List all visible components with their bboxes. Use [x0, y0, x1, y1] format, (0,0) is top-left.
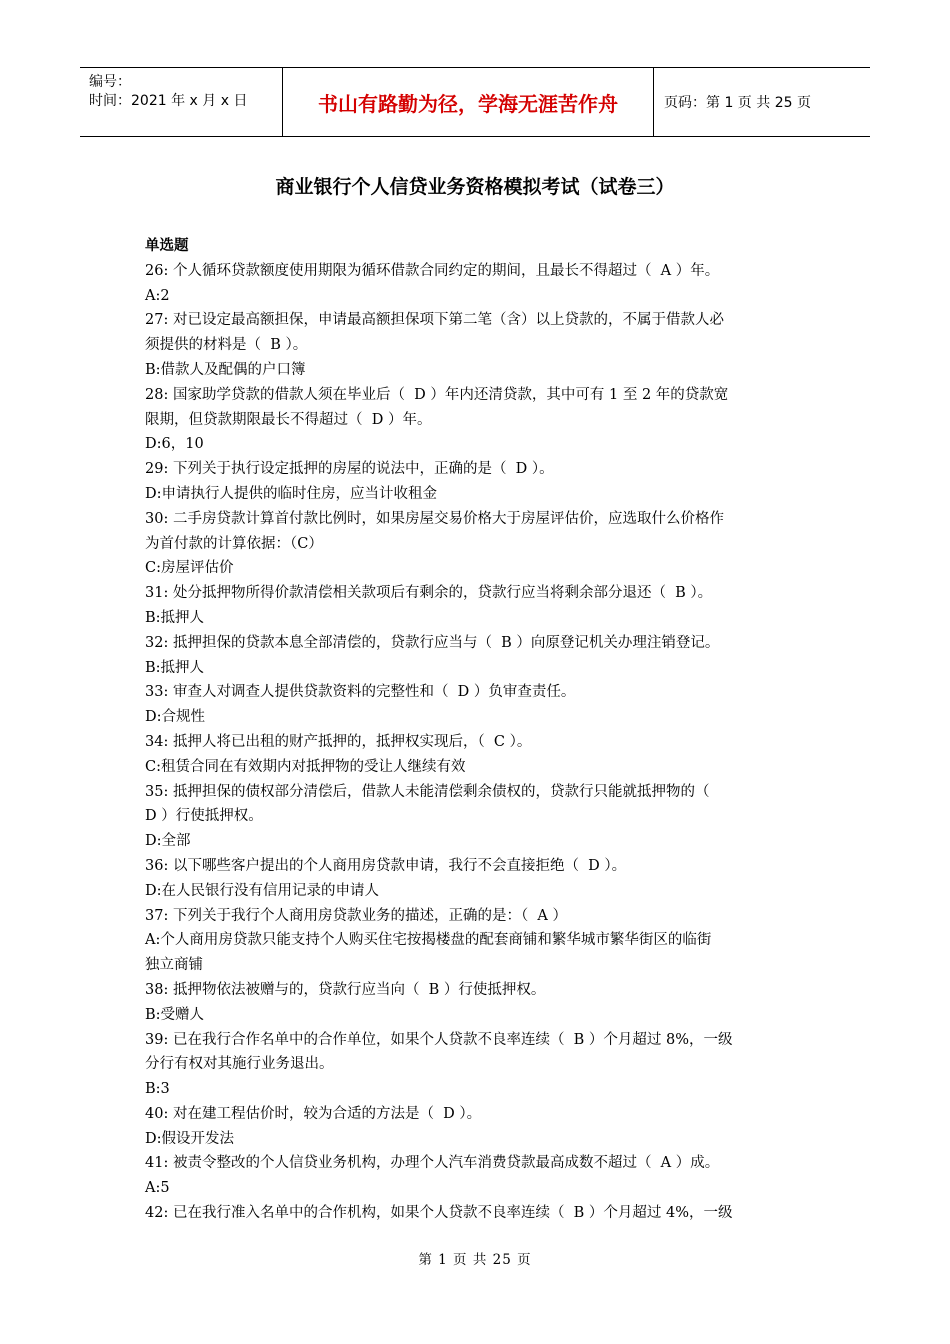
text-line: 限期，但贷款期限最长不得超过（ D ）年。 [145, 411, 432, 428]
text-line: 34: 抵押人将已出租的财产抵押的，抵押权实现后，（ C ）。 [145, 733, 532, 750]
text-line: B:抵押人 [145, 609, 205, 626]
text-line: 42: 已在我行准入名单中的合作机构，如果个人贷款不良率连续（ B ）个月超过 4%，一级 [145, 1205, 733, 1222]
text-line: D:6，10 [145, 436, 204, 453]
text-line: B:抵押人 [145, 659, 205, 676]
page-header [80, 67, 870, 137]
text-line: C:房屋评估价 [145, 560, 234, 577]
text-line: B:3 [145, 1081, 170, 1098]
text-line: D:申请执行人提供的临时住房，应当计收租金 [145, 485, 438, 502]
text-line: B:受赠人 [145, 1006, 205, 1023]
document-number-label: 编号： [89, 74, 131, 90]
text-line: D:全部 [145, 833, 191, 850]
text-line: 33: 审查人对调查人提供贷款资料的完整性和（ D ）负审查责任。 [145, 684, 576, 701]
text-line: 36: 以下哪些客户提出的个人商用房贷款申请，我行不会直接拒绝（ D ）。 [145, 857, 627, 874]
text-line: 38: 抵押物依法被赠与的，贷款行应当向（ B ）行使抵押权。 [145, 981, 546, 998]
text-line: 26: 个人循环贷款额度使用期限为循环借款合同约定的期间，且最长不得超过（ A ）年。 [145, 262, 720, 279]
text-line: 27: 对已设定最高额担保，申请最高额担保项下第二笔（含）以上贷款的，不属于借款人必 [145, 312, 724, 329]
document-title: 商业银行个人信贷业务资格模拟考试（试卷三） [275, 176, 675, 198]
text-line: C:租赁合同在有效期内对抵押物的受让人继续有效 [145, 758, 466, 775]
text-line: D:假设开发法 [145, 1130, 235, 1147]
text-line: A:个人商用房贷款只能支持个人购买住宅按揭楼盘的配套商铺和繁华城市繁华街区的临街 [145, 932, 712, 949]
text-line: 独立商铺 [145, 957, 203, 974]
question-list [145, 259, 810, 1226]
document-date: 时间：2021 年 x 月 x 日 [89, 93, 248, 109]
text-line: 为首付款的计算依据：（C） [145, 535, 323, 552]
section-heading: 单选题 [145, 238, 189, 254]
text-line: 35: 抵押担保的债权部分清偿后，借款人未能清偿剩余债权的，贷款行只能就抵押物的（ [145, 783, 710, 800]
text-line: 须提供的材料是（ B ）。 [145, 337, 308, 354]
text-line: D:合规性 [145, 709, 206, 726]
header-page-info: 页码：第 1 页 共 25 页 [664, 95, 811, 111]
text-line: A:5 [145, 1180, 170, 1197]
page-footer: 第 1 页 共 25 页 [418, 1252, 532, 1268]
text-line: 30: 二手房贷款计算首付款比例时，如果房屋交易价格大于房屋评估价，应选取什么价格作 [145, 510, 724, 527]
text-line: 41: 被责令整改的个人信贷业务机构，办理个人汽车消费贷款最高成数不超过（ A ）成。 [145, 1155, 720, 1172]
text-line: 39: 已在我行合作名单中的合作单位，如果个人贷款不良率连续（ B ）个月超过 8%，一级 [145, 1031, 733, 1048]
text-line: 分行有权对其施行业务退出。 [145, 1056, 334, 1073]
text-line: 40: 对在建工程估价时，较为合适的方法是（ D ）。 [145, 1105, 482, 1122]
text-line: D ）行使抵押权。 [145, 808, 263, 825]
text-line: A:2 [145, 287, 170, 304]
text-line: 31: 处分抵押物所得价款清偿相关款项后有剩余的，贷款行应当将剩余部分退还（ B ）。 [145, 585, 713, 602]
header-motto: 书山有路勤为径，学海无涯苦作舟 [282, 68, 654, 136]
document-body [145, 234, 810, 1226]
text-line: 28: 国家助学贷款的借款人须在毕业后（ D ）年内还清贷款，其中可有 1 至 2 年的贷款宽 [145, 386, 729, 403]
text-line: 29: 下列关于执行设定抵押的房屋的说法中，正确的是（ D ）。 [145, 461, 554, 478]
text-line: B:借款人及配偶的户口簿 [145, 361, 306, 378]
text-line: D:在人民银行没有信用记录的申请人 [145, 882, 380, 899]
header-left-cell [80, 68, 282, 136]
text-line: 37: 下列关于我行个人商用房贷款业务的描述，正确的是：（ A ） [145, 907, 567, 924]
text-line: 32: 抵押担保的贷款本息全部清偿的，贷款行应当与（ B ）向原登记机关办理注销登记。 [145, 634, 720, 651]
